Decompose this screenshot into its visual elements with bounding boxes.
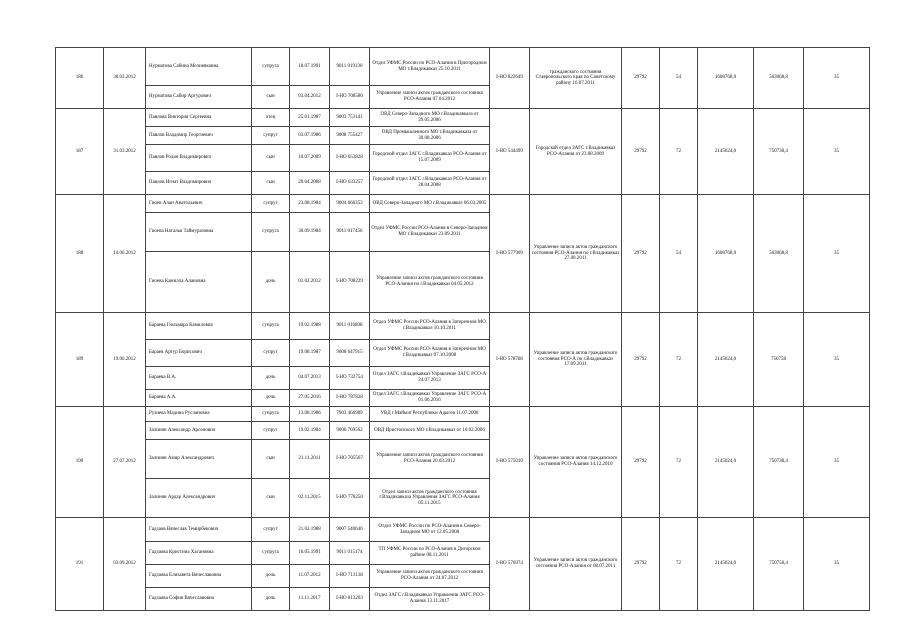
- member-document: 9004 666353: [330, 195, 370, 213]
- member-dob: 20.04.2008: [290, 172, 330, 195]
- member-dob: 23.08.1984: [290, 195, 330, 213]
- record-date: 14.06.2012: [104, 195, 146, 313]
- member-dob: 04.07.2013: [290, 367, 330, 390]
- value-c: 2145024,0: [698, 518, 754, 611]
- member-dob: 27.05.2016: [290, 390, 330, 407]
- member-document: I-НО 813203: [330, 588, 370, 611]
- member-dob: 11.07.2012: [290, 565, 330, 588]
- certificate-issuer: гражданского состояния Ставропольского края по Советскому району 16.07.2011: [530, 48, 622, 109]
- member-name: Павлов Игнат Владимирович: [146, 172, 252, 195]
- member-name: Бараева Гюльмара Камиловна: [146, 313, 252, 340]
- record-date: 27.07.2012: [104, 407, 146, 518]
- member-issued-by: Отдел УФМС России по РСО-Алания в Северо-Западном МО от 12.05.2008: [370, 518, 490, 542]
- value-d: 750738,4: [754, 407, 804, 518]
- certificate-number: I-НО 578708: [490, 313, 530, 407]
- table-row: [56, 48, 870, 86]
- member-document: I-НО 708229: [330, 252, 370, 313]
- value-d: 750758,4: [754, 518, 804, 611]
- value-d: 750738,4: [754, 109, 804, 195]
- member-name: Нурматова Сабир Артурович: [146, 86, 252, 109]
- value-e: 35: [804, 407, 870, 518]
- value-a: 29792: [622, 407, 660, 518]
- value-c: 2145024,0: [698, 407, 754, 518]
- member-relation: супруг: [252, 195, 290, 213]
- member-dob: 03.07.1986: [290, 127, 330, 145]
- member-dob: 10.07.2009: [290, 145, 330, 172]
- member-dob: 30.09.1984: [290, 213, 330, 252]
- member-issued-by: Отдел УФМС России РСО-Алания в Затеречном МО г.Владикавказ 07.10.2008: [370, 340, 490, 367]
- certificate-number: I-НО 822649: [490, 48, 530, 109]
- member-document: 9007 540640: [330, 518, 370, 542]
- member-issued-by: ОВД Северо-Западного МО г.Владикавказа от 29.05.2006: [370, 109, 490, 127]
- member-relation: супруга: [252, 542, 290, 565]
- member-dob: 21.11.2011: [290, 440, 330, 479]
- member-dob: 21.02.1988: [290, 518, 330, 542]
- member-dob: 02.11.2015: [290, 479, 330, 518]
- value-b: 72: [660, 518, 698, 611]
- certificate-number: I-НО 544499: [490, 109, 530, 195]
- member-relation: сын: [252, 440, 290, 479]
- table-body: [56, 48, 870, 611]
- member-dob: 19.02.1984: [290, 422, 330, 440]
- member-name: Гиоева Камилла Алановна: [146, 252, 252, 313]
- member-relation: сын: [252, 479, 290, 518]
- member-relation: супруга: [252, 213, 290, 252]
- member-issued-by: Управление записи актов гражданского состояния РСО-Алания от 24.07.2012: [370, 565, 490, 588]
- member-issued-by: Отдел ЗАГС г.Владикавказ Управления ЗАГС РСО-Алания 13.11.2017: [370, 588, 490, 611]
- value-e: 35: [804, 518, 870, 611]
- member-issued-by: Отдел УФМС России РСО-Алания в Северо-Западном МО г.Владикавказ 23.09.2011: [370, 213, 490, 252]
- member-relation: отец: [252, 109, 290, 127]
- member-issued-by: Отдел УФМС России по РСО-Алания в Пригородном МО г.Владикавказ 25.10.2011: [370, 48, 490, 86]
- record-date: 31.03.2012: [104, 109, 146, 195]
- member-document: I-НО 633257: [330, 172, 370, 195]
- member-dob: 11.11.2017: [290, 588, 330, 611]
- table-row: [56, 518, 870, 542]
- member-relation: супруг: [252, 340, 290, 367]
- member-document: 9011 016808: [330, 313, 370, 340]
- value-b: 72: [660, 407, 698, 518]
- member-issued-by: Отдел записи актов гражданского состояния г.Владикавказа Управления ЗАГС РСО-Алания 05.11.2015: [370, 479, 490, 518]
- value-e: 35: [804, 109, 870, 195]
- member-relation: дочь: [252, 390, 290, 407]
- record-date: 30.03.2012: [104, 48, 146, 109]
- value-e: 35: [804, 195, 870, 313]
- value-d: 750758: [754, 313, 804, 407]
- member-issued-by: УВД г.Майкоп Республики Адыгея 11.07.2008: [370, 407, 490, 422]
- member-relation: супруг: [252, 422, 290, 440]
- value-b: 72: [660, 313, 698, 407]
- member-document: I-НО 708580: [330, 86, 370, 109]
- member-issued-by: Отдел ЗАГС г.Владикавказ Управление ЗАГС РСО-А 01.06.2016: [370, 390, 490, 407]
- member-issued-by: Отдел УФМС России РСО-Алания в Затеречном МО г.Владикавказ 10.10.2011: [370, 313, 490, 340]
- record-date: 19.06.2012: [104, 313, 146, 407]
- member-issued-by: Управление записи актов гражданского состояния РСО-Алания 07.04.2012: [370, 86, 490, 109]
- value-a: 29792: [622, 313, 660, 407]
- value-a: 29792: [622, 48, 660, 109]
- value-b: 72: [660, 109, 698, 195]
- value-e: 35: [804, 48, 870, 109]
- value-c: 1608768,0: [698, 195, 754, 313]
- value-b: 54: [660, 195, 698, 313]
- member-dob: 19.02.1988: [290, 313, 330, 340]
- value-d: 563068,8: [754, 48, 804, 109]
- record-number: 188: [56, 195, 104, 313]
- member-document: 9003 753141: [330, 109, 370, 127]
- value-c: 1608768,0: [698, 48, 754, 109]
- certificate-issuer: Управление записи актов гражданского состояния РСО-Алания по г.Владикавказ 27.08.2011: [530, 195, 622, 313]
- member-name: Рузиева Мадина Руслановна: [146, 407, 252, 422]
- table-row: [56, 195, 870, 213]
- value-a: 29792: [622, 195, 660, 313]
- member-document: 9008 647915: [330, 340, 370, 367]
- member-dob: 03.04.2012: [290, 86, 330, 109]
- certificate-number: I-НО 576974: [490, 518, 530, 611]
- member-name: Гадзаов Вячеслав Темирбекович: [146, 518, 252, 542]
- member-document: I-НО 778250: [330, 479, 370, 518]
- member-name: Гадзаова София Вячеславовна: [146, 588, 252, 611]
- member-name: Бараев Артур Борисович: [146, 340, 252, 367]
- member-issued-by: ОВД Иристонского МО г.Владикавказ от 10.02.2006: [370, 422, 490, 440]
- member-relation: сын: [252, 86, 290, 109]
- certificate-issuer: Управление записи актов гражданского состояния РСО-Алания 14.12.2010: [530, 407, 622, 518]
- value-b: 54: [660, 48, 698, 109]
- member-name: Залинян Александр Арсенович: [146, 422, 252, 440]
- member-document: 9011 017456: [330, 213, 370, 252]
- value-d: 563068,8: [754, 195, 804, 313]
- member-name: Гиоева Наталья Таймуразовна: [146, 213, 252, 252]
- member-dob: 18.07.1991: [290, 48, 330, 86]
- record-date: 03.09.2012: [104, 518, 146, 611]
- table-row: [56, 407, 870, 422]
- value-c: 2145024,0: [698, 313, 754, 407]
- certificate-number: I-НО 575010: [490, 407, 530, 518]
- member-document: 9011 015174: [330, 542, 370, 565]
- value-c: 2145024,0: [698, 109, 754, 195]
- certificate-issuer: Городской отдел ЗАГС г.Владикавказ РСО-Алания от 23.08.2009: [530, 109, 622, 195]
- member-name: Павлов Ролан Владимирович: [146, 145, 252, 172]
- member-name: Залинян Амир Александрович: [146, 440, 252, 479]
- record-number: 186: [56, 48, 104, 109]
- member-document: I-НО 705567: [330, 440, 370, 479]
- record-number: 187: [56, 109, 104, 195]
- member-relation: супруг: [252, 127, 290, 145]
- member-issued-by: Управление записи актов гражданского состояния РСО-Алания по г.Владикавказ 04.05.2012: [370, 252, 490, 313]
- table-row: [56, 313, 870, 340]
- record-number: 190: [56, 407, 104, 518]
- record-number: 189: [56, 313, 104, 407]
- value-e: 35: [804, 313, 870, 407]
- member-relation: сын: [252, 172, 290, 195]
- member-name: Павлова Виктория Сергеевна: [146, 109, 252, 127]
- member-relation: дочь: [252, 252, 290, 313]
- member-name: Бараева А.А.: [146, 390, 252, 407]
- member-relation: сын: [252, 145, 290, 172]
- member-issued-by: Городской отдел ЗАГС г.Владикавказ РСО-Алания от 28.04.2008: [370, 172, 490, 195]
- member-name: Залинян Ардар Александрович: [146, 479, 252, 518]
- member-document: 7903 466989: [330, 407, 370, 422]
- member-issued-by: Городской отдел ЗАГС г.Владикавказ РСО-Алания от 15.07.2009: [370, 145, 490, 172]
- member-dob: 19.08.1987: [290, 340, 330, 367]
- registry-table: [55, 47, 870, 611]
- member-document: I-НО 713138: [330, 565, 370, 588]
- member-document: 9008 755427: [330, 127, 370, 145]
- member-issued-by: Управление записи актов гражданского состояния РСО-Алания 20.03.2012: [370, 440, 490, 479]
- member-name: Гиоев Алан Анатольевич: [146, 195, 252, 213]
- table-row: [56, 109, 870, 127]
- member-relation: дочь: [252, 588, 290, 611]
- record-number: 191: [56, 518, 104, 611]
- member-document: I-НО 653828: [330, 145, 370, 172]
- member-name: Гадзаова Кристина Хасановна: [146, 542, 252, 565]
- member-name: Бараева В.А.: [146, 367, 252, 390]
- member-document: 9006 769562: [330, 422, 370, 440]
- member-relation: супруга: [252, 407, 290, 422]
- certificate-number: I-НО 577909: [490, 195, 530, 313]
- member-relation: супруг: [252, 518, 290, 542]
- member-name: Нурматова Сабина Мелиевковна: [146, 48, 252, 86]
- member-issued-by: ОВД Северо-Западного МО г.Владикавказ 06.03.2005: [370, 195, 490, 213]
- member-relation: супруга: [252, 48, 290, 86]
- member-issued-by: Отдел ЗАГС г.Владикавказ Управление ЗАГС РСО-А 24.07.2013: [370, 367, 490, 390]
- certificate-issuer: Управление записи актов гражданского состояния РСО-А по г.Владикавказ 17.09.2011: [530, 313, 622, 407]
- member-issued-by: ТП УФМС России по РСО-Алания в Дигорском районе 08.11.2011: [370, 542, 490, 565]
- member-document: I-НО 732754: [330, 367, 370, 390]
- member-relation: дочь: [252, 367, 290, 390]
- certificate-issuer: Управление записи актов гражданского состояния РСО-Алания от 08.07.2011: [530, 518, 622, 611]
- member-document: 9011 019130: [330, 48, 370, 86]
- member-document: I-НО 787828: [330, 390, 370, 407]
- value-a: 29792: [622, 518, 660, 611]
- member-name: Павлов Владимир Георгиевич: [146, 127, 252, 145]
- member-name: Гадзаова Елизавета Вячеславовна: [146, 565, 252, 588]
- value-a: 29792: [622, 109, 660, 195]
- member-dob: 16.05.1991: [290, 542, 330, 565]
- member-dob: 25.01.1987: [290, 109, 330, 127]
- member-relation: дочь: [252, 565, 290, 588]
- member-relation: супруга: [252, 313, 290, 340]
- member-dob: 01.02.2012: [290, 252, 330, 313]
- member-issued-by: ОВД Промышленного МО г.Владикавказа от 30.08.2006: [370, 127, 490, 145]
- member-dob: 13.08.1986: [290, 407, 330, 422]
